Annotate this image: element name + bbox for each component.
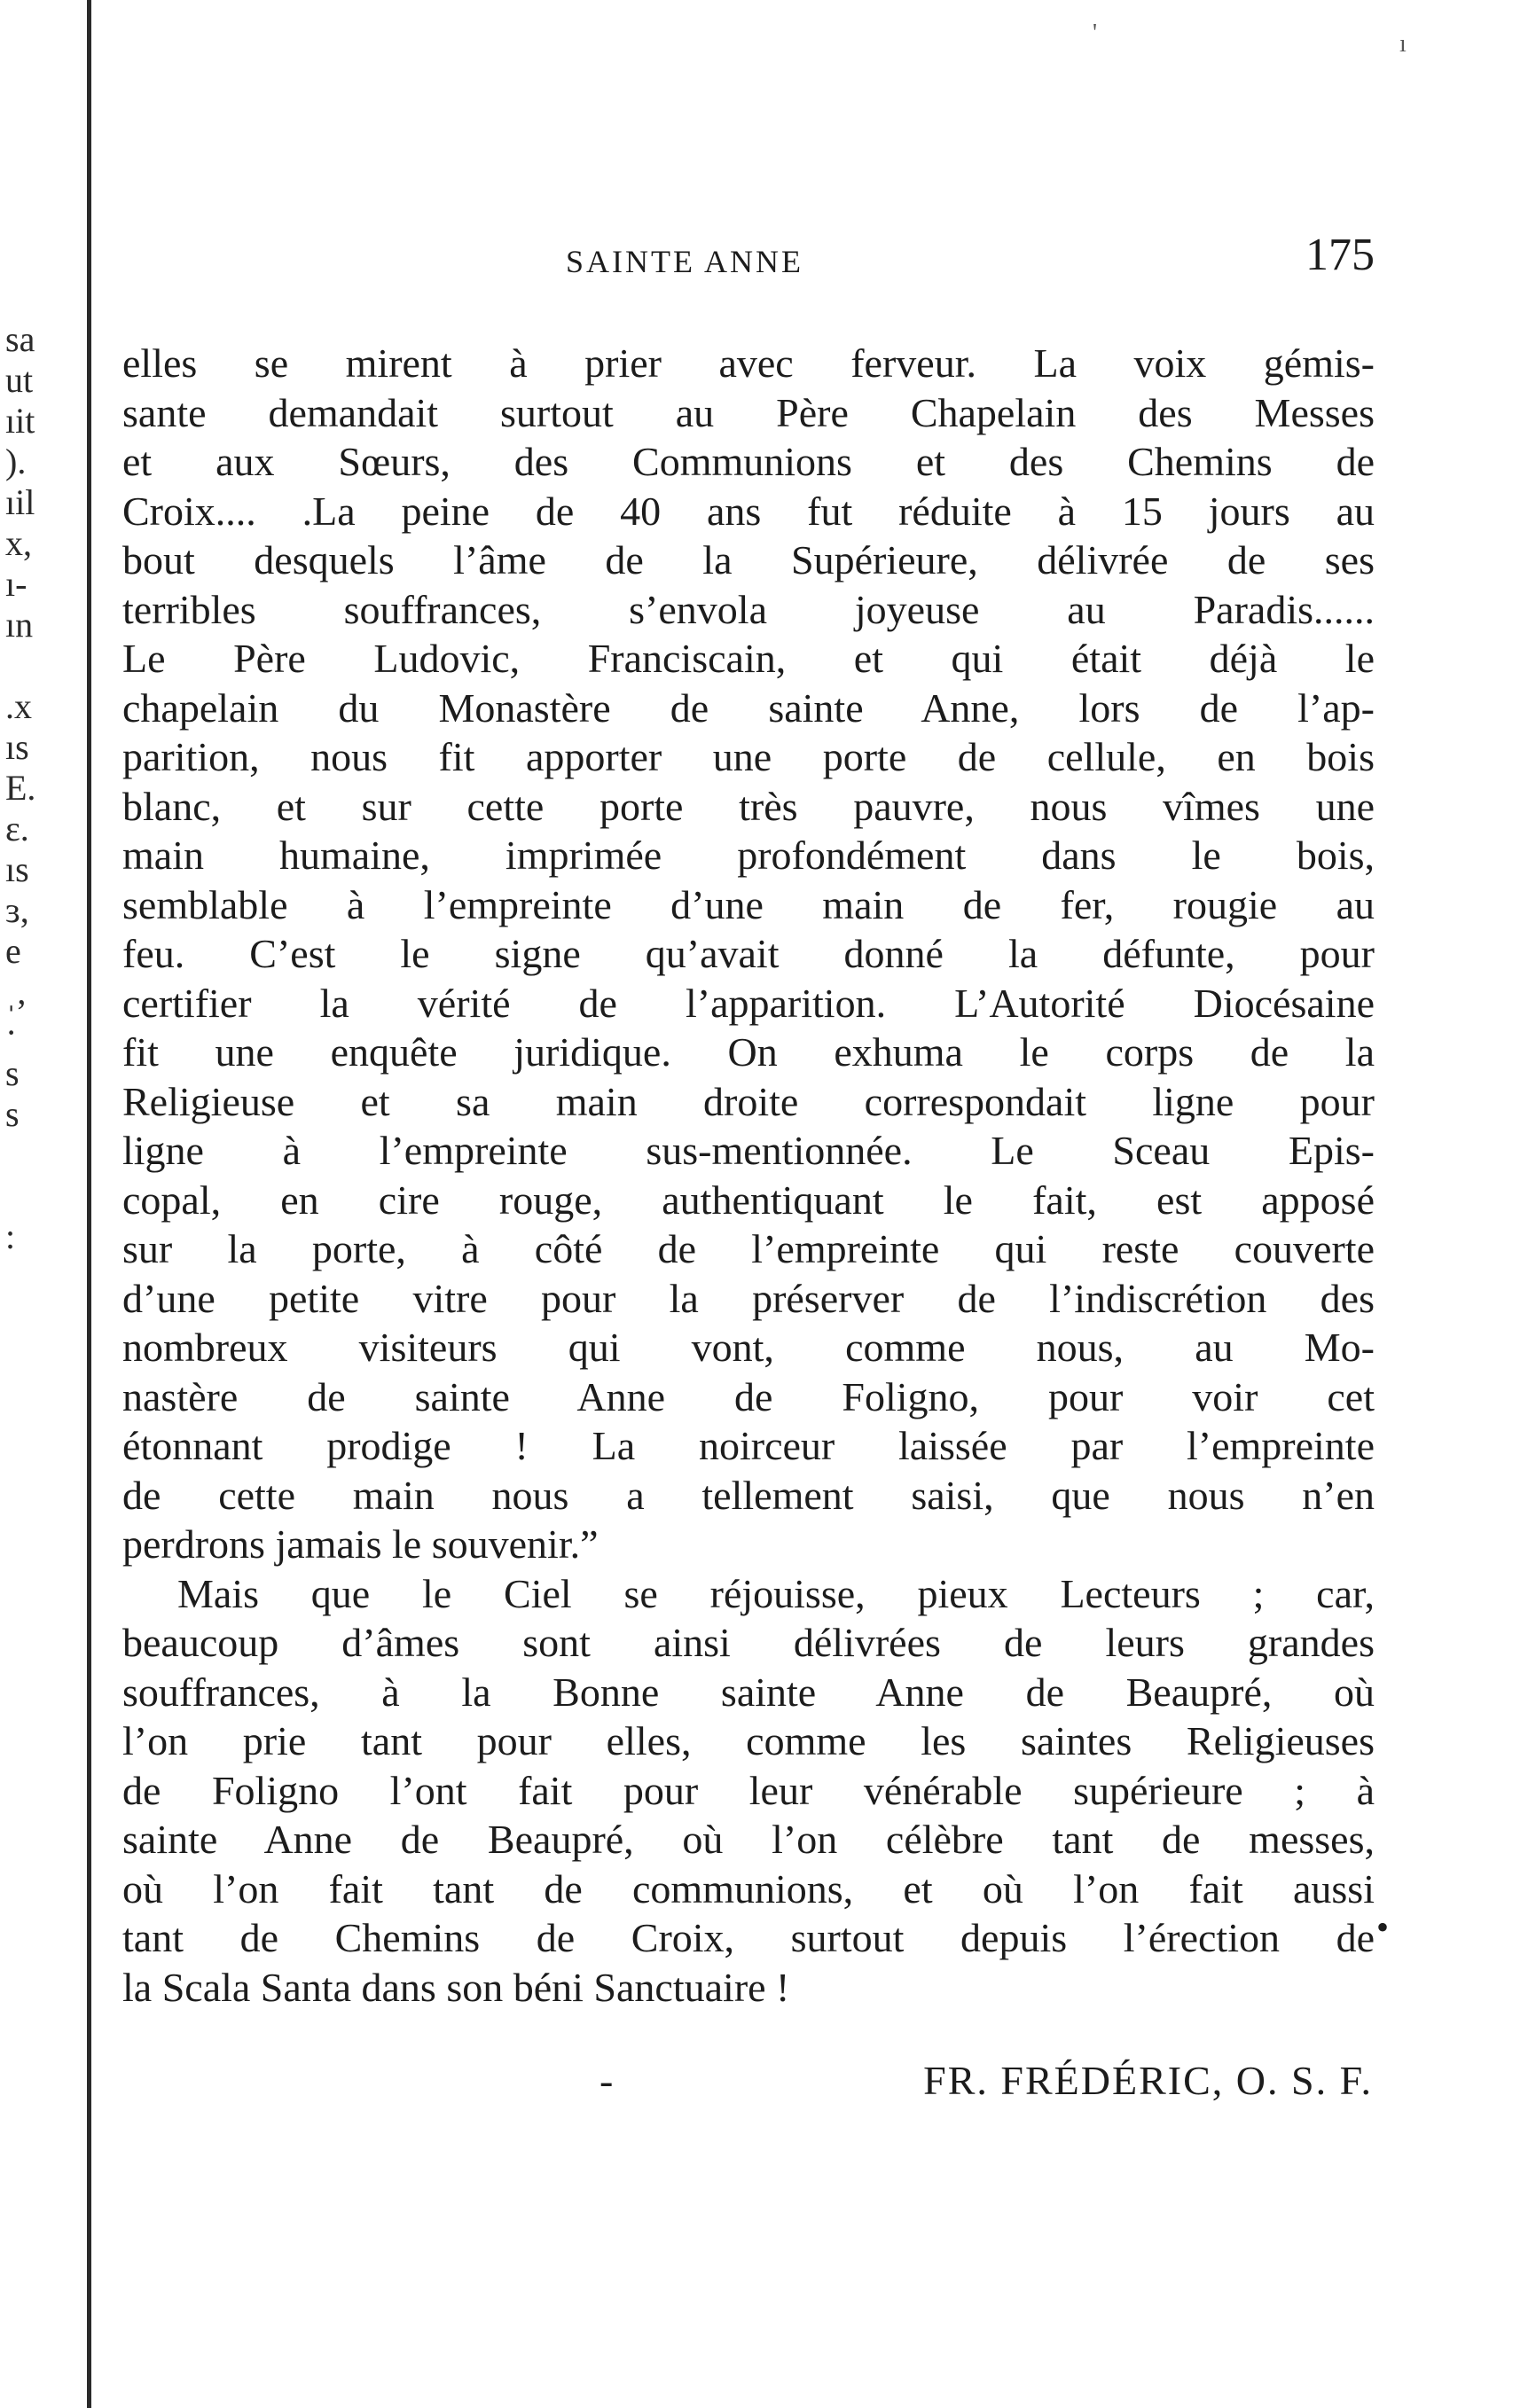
gutter-fragment (5, 1135, 76, 1176)
text-line: tant de Chemins de Croix, surtout depuis l’érection de (122, 1915, 1375, 1960)
text-line: blanc, et sur cette porte très pauvre, nous vîmes une (122, 783, 1375, 829)
gutter-fragment: E. (5, 768, 36, 808)
binding-edge (87, 0, 91, 2408)
gutter-fragment (5, 1298, 76, 1339)
text-line: Croix.... .La peine de 40 ans fut réduite à 15 jours au (122, 488, 1375, 534)
text-line: chapelain du Monastère de sainte Anne, lors de l’ap- (122, 684, 1375, 731)
signature: FR. FRÉDÉRIC, O. S. F. (923, 2058, 1373, 2103)
gutter-fragment: ut (5, 360, 34, 400)
gutter-fragment: s (5, 1094, 20, 1134)
text-line: semblable à l’empreinte d’une main de fer, rougie au (122, 881, 1375, 927)
gutter-fragment (5, 1257, 76, 1298)
speck-mark: ' (1093, 20, 1098, 47)
text-line: copal, en cire rouge, authentiquant le fait, est apposé (122, 1177, 1375, 1223)
gutter-fragment: ın (5, 605, 34, 645)
text-line: sante demandait surtout au Père Chapelain des Messes (122, 389, 1375, 435)
gutter-fragment: : (5, 1216, 16, 1256)
dot-mark: • (1376, 1907, 1390, 1947)
text-line: elles se mirent à prier avec ferveur. La voix gémis- (122, 340, 1375, 386)
text-line: feu. C’est le signe qu’avait donné la défunte, pour (122, 931, 1375, 976)
text-line: de cette main nous a tellement saisi, que nous n’en (122, 1472, 1375, 1518)
gutter-fragment: e (5, 931, 21, 971)
adjacent-page-fragments (5, 319, 76, 1339)
gutter-fragment: ıs (5, 849, 29, 889)
gutter-fragment: ıil (5, 482, 35, 522)
text-line: beaucoup d’âmes sont ainsi délivrées de leurs grandes (122, 1620, 1375, 1665)
text-line: de Foligno l’ont fait pour leur vénérable supérieure ; à (122, 1767, 1375, 1813)
text-line: sainte Anne de Beaupré, où l’on célèbre tant de messes, (122, 1817, 1375, 1862)
gutter-fragment: sa (5, 319, 35, 359)
text-line: Mais que le Ciel se réjouisse, pieux Lecteurs ; car, (177, 1570, 1375, 1616)
gutter-fragment: ˌ, (5, 972, 27, 1012)
text-line: Le Père Ludovic, Franciscain, et qui était déjà le (122, 636, 1375, 681)
running-title: SAINTE ANNE (566, 244, 803, 279)
text-line: étonnant prodige ! La noirceur laissée par l’empreinte (122, 1423, 1375, 1468)
gutter-fragment: ı- (5, 564, 27, 604)
gutter-fragment: ). (5, 442, 27, 481)
gutter-fragment: ɜ, (5, 890, 29, 930)
text-line: nombreux visiteurs qui vont, comme nous, au Mo- (122, 1325, 1375, 1370)
gutter-fragment: .x (5, 686, 32, 726)
gutter-fragment: x, (5, 523, 32, 563)
text-line: parition, nous fit apporter une porte de cellule, en bois (122, 734, 1375, 779)
text-line: Religieuse et sa main droite correspondait ligne pour (122, 1078, 1375, 1124)
text-line: main humaine, imprimée profondément dans le bois, (122, 833, 1375, 878)
dash-mark: - (600, 2058, 614, 2103)
text-line: sur la porte, à côté de l’empreinte qui reste couverte (122, 1226, 1375, 1271)
text-line: et aux Sœurs, des Communions et des Chemins de (122, 439, 1375, 484)
gutter-fragment: ɛ. (5, 809, 29, 848)
text-line: ligne à l’empreinte sus-mentionnée. Le Sceau Epis- (122, 1128, 1375, 1173)
gutter-fragment: s (5, 1053, 20, 1093)
gutter-fragment (5, 645, 76, 686)
text-line: fit une enquête juridique. On exhuma le corps de la (122, 1029, 1375, 1075)
text-line: perdrons jamais le souvenir.” (122, 1521, 599, 1567)
gutter-fragment: · (5, 1012, 18, 1052)
gutter-fragment: ıs (5, 727, 29, 767)
body-text (122, 339, 1375, 2012)
text-line: terribles souffrances, s’envola joyeuse au Paradis...... (122, 586, 1375, 632)
text-line: l’on prie tant pour elles, comme les saintes Religieuses (122, 1718, 1375, 1763)
text-line: la Scala Santa dans son béni Sanctuaire ! (122, 1964, 790, 2010)
text-line: où l’on fait tant de communions, et où l’on fait aussi (122, 1865, 1375, 1912)
text-line: certifier la vérité de l’apparition. L’Autorité Diocésaine (122, 980, 1375, 1026)
gutter-fragment: ıit (5, 401, 35, 441)
text-line: bout desquels l’âme de la Supérieure, délivrée de ses (122, 537, 1375, 582)
page-header (122, 229, 1375, 282)
page-number: 175 (1305, 230, 1375, 280)
text-line: d’une petite vitre pour la préserver de l’indiscrétion des (122, 1275, 1375, 1321)
text-line: souffrances, à la Bonne sainte Anne de Beaupré, où (122, 1669, 1375, 1715)
speck-mark-2: ı (1399, 30, 1407, 58)
text-line: nastère de sainte Anne de Foligno, pour voir cet (122, 1373, 1375, 1419)
gutter-fragment (5, 1176, 76, 1216)
